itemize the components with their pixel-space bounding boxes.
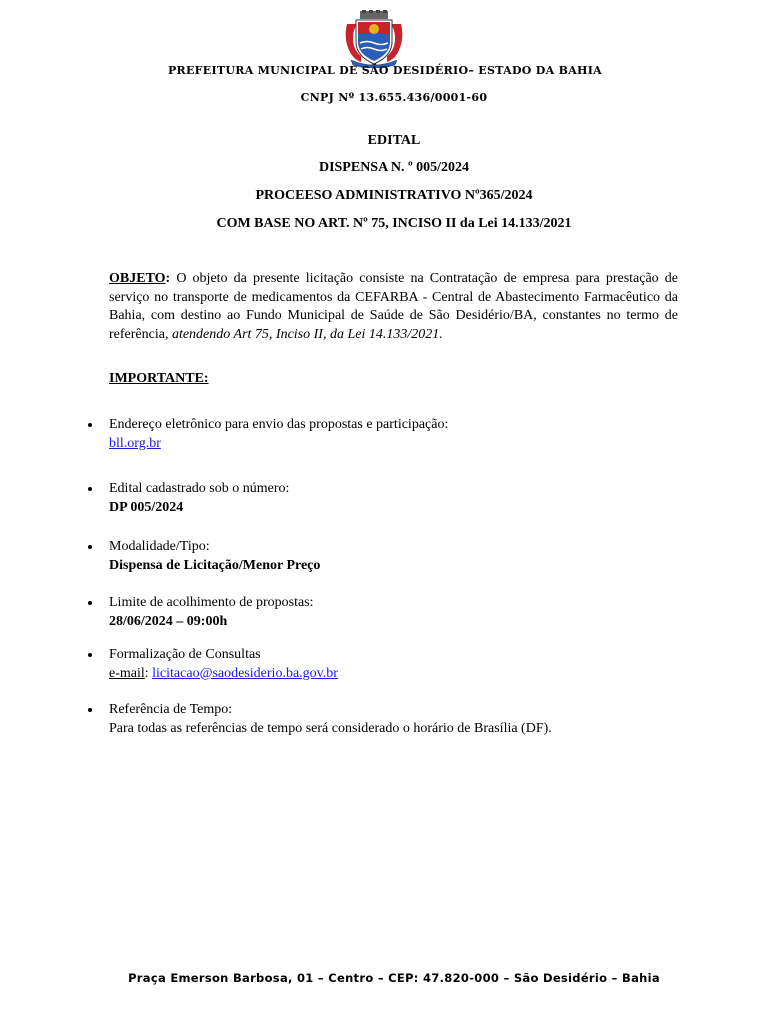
doc-title-processo: PROCEESO ADMINISTRATIVO Nº365/2024 — [255, 188, 533, 203]
referencia-tempo-label: Referência de Tempo: — [109, 702, 233, 717]
list-item-modalidade — [109, 538, 689, 575]
email-link[interactable]: licitacao@saodesiderio.ba.gov.br — [152, 665, 338, 681]
municipal-coat-of-arms-logo — [343, 10, 405, 68]
endereco-label: Endereço eletrônico para envio das propostas e participação: — [109, 417, 449, 432]
email-label: e-mail — [109, 665, 145, 681]
header-prefeitura: PREFEITURA MUNICIPAL DE SÃO DESIDÉRIO– ESTADO DA BAHIA — [167, 64, 603, 77]
footer-address: Praça Emerson Barbosa, 01 – Centro – CEP: 47.820-000 – São Desidério – Bahia — [128, 971, 660, 985]
modalidade-label: Modalidade/Tipo: — [109, 539, 210, 554]
objeto-italic-text: , atendendo Art 75, Inciso II, da Lei 14.133/2021. — [164, 326, 443, 342]
list-item-edital-numero — [109, 480, 689, 517]
email-separator: : — [144, 665, 153, 681]
objeto-label: OBJETO — [109, 271, 166, 286]
list-item-referencia-tempo — [109, 701, 689, 738]
list-item-endereco — [109, 416, 689, 453]
list-item-consultas — [109, 646, 689, 683]
header-cnpj: CNPJ Nº 13.655.436/0001-60 — [300, 91, 488, 104]
list-item-limite — [109, 594, 689, 631]
limite-value: 28/06/2024 – 09:00h — [109, 613, 228, 629]
objeto-colon: : — [165, 271, 171, 286]
edital-numero-value: DP 005/2024 — [109, 499, 184, 515]
doc-title-edital: EDITAL — [367, 133, 421, 148]
limite-label: Limite de acolhimento de propostas: — [109, 595, 314, 610]
objeto-text: O objeto da presente licitação consiste na Contratação de empresa para prestação de serviço no transporte de medicamentos da CEFARBA - Central de Abastecimento Farmacêutico da Bahia, com destino ao Fundo Municipal de Saúde de São Desidério/BA, constantes no termo de referência — [109, 271, 678, 342]
modalidade-value: Dispensa de Licitação/Menor Preço — [109, 557, 321, 573]
edital-numero-label: Edital cadastrado sob o número: — [109, 481, 290, 496]
importante-heading: IMPORTANTE: — [109, 371, 209, 386]
bll-link[interactable]: bll.org.br — [109, 435, 161, 451]
doc-title-base-legal: COM BASE NO ART. Nº 75, INCISO II da Lei 14.133/2021 — [216, 216, 572, 231]
consultas-label: Formalização de Consultas — [109, 647, 261, 662]
doc-title-dispensa: DISPENSA N. º 005/2024 — [318, 160, 470, 175]
referencia-tempo-value: Para todas as referências de tempo será considerado o horário de Brasília (DF). — [109, 720, 552, 736]
consultas-email-line — [109, 665, 689, 684]
objeto-paragraph — [109, 270, 678, 344]
